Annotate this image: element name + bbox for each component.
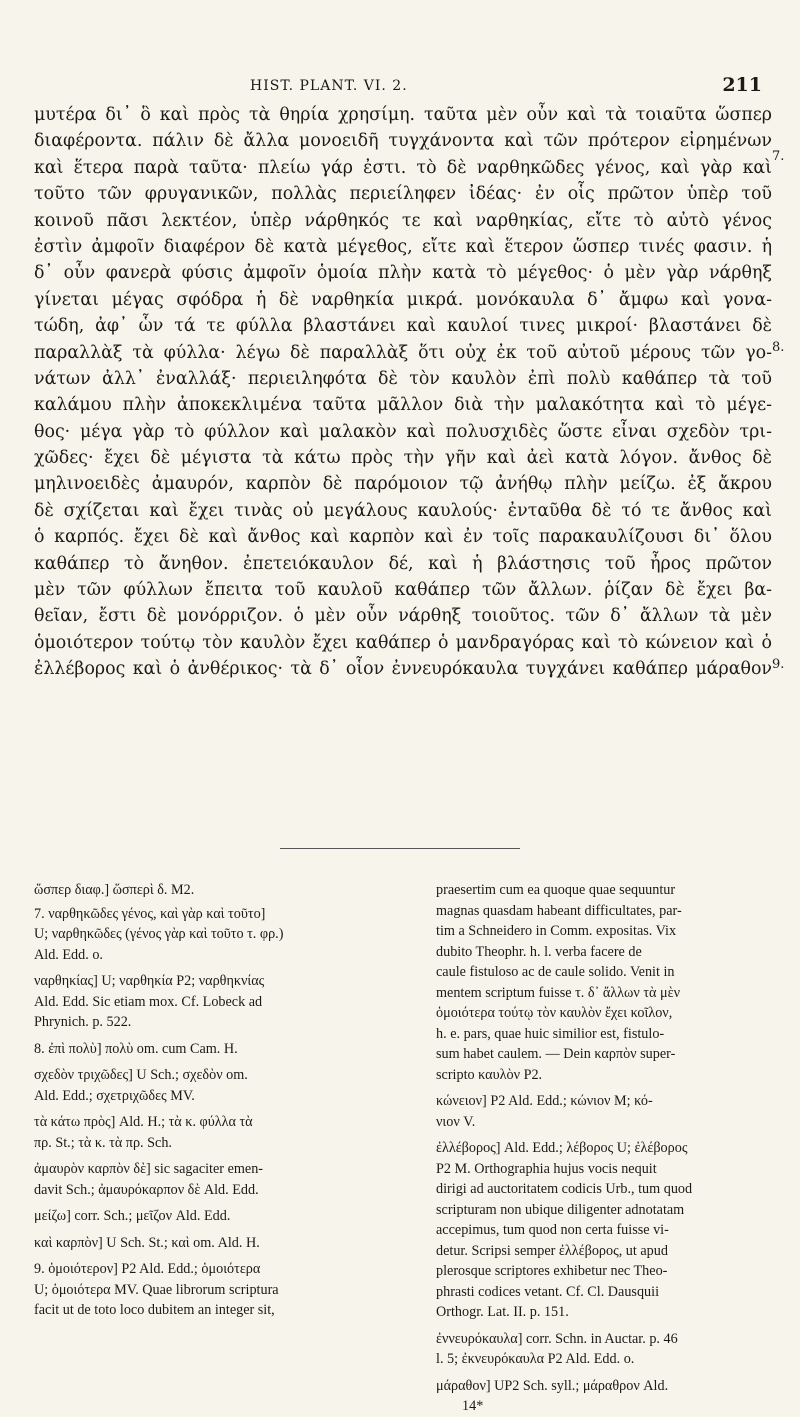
text-line: παραλλὰξ τὰ φύλλα· λέγω δὲ παραλλὰξ ὅτι οὐχ ἐκ τοῦ αὐτοῦ μέρους τῶν γο-	[34, 342, 772, 363]
note-line: πρ. St.; τὰ κ. τὰ πρ. Sch.	[34, 1134, 172, 1151]
running-head: HIST. PLANT. VI. 2.	[250, 78, 408, 94]
note-line: davit Sch.; ἀμαυρόκαρπον δὲ Ald. Edd.	[34, 1181, 259, 1198]
note-line: ἐλλέβορος] Ald. Edd.; λέβορος U; ἐλέβορος	[436, 1140, 688, 1156]
note-line: καὶ καρπὸν] U Sch. St.; καὶ om. Ald. H.	[34, 1234, 260, 1251]
note-line: 8. ἐπὶ πολὺ] πολὺ om. cum Cam. H.	[34, 1040, 238, 1057]
note-line: P2 M. Orthographia hujus vocis nequit	[436, 1160, 657, 1177]
note-line: sum habet caulem. — Dein καρπὸν super-	[436, 1046, 676, 1062]
critical-notes-right-column	[436, 880, 772, 1417]
text-line: τοῦτο τῶν φρυγανικῶν, πολλὰς περιείληφεν ἰδέας· ἐν οἷς πρῶτον ὑπὲρ τοῦ	[34, 184, 772, 205]
text-line: δὲ σχίζεται καὶ ἔχει τινὰς οὐ μεγάλους καυλούς· ἐνταῦθα δὲ τό τε ἄνθος καὶ	[34, 500, 772, 521]
text-line: θεῖαν, ἔστι δὲ μονόρριζον. ὁ μὲν οὖν νάρθηξ τοιοῦτος. τῶν δ᾽ ἄλλων τὰ μὲν	[34, 606, 772, 627]
note-line: 9. ὁμοιότερον] P2 Ald. Edd.; ὁμοιότερα	[34, 1261, 261, 1277]
note-line: U; ναρθηκῶδες (γένος γὰρ καὶ τοῦτο τ. φρ.)	[34, 926, 284, 942]
footnote-divider	[280, 848, 520, 849]
note-line: scripto καυλὸν P2.	[436, 1066, 543, 1083]
main-text-block	[34, 102, 772, 683]
note-line: σχεδὸν τριχῶδες] U Sch.; σχεδὸν om.	[34, 1067, 248, 1083]
note-line: mentem scriptum fuisse τ. δ᾽ ἄλλων τὰ μὲν	[436, 984, 680, 1001]
text-line: ἐλλέβορος καὶ ὁ ἀνθέρικος· τὰ δ᾽ οἷον ἐννευρόκαυλα τυγχάνει καθάπερ μάραθον	[34, 659, 772, 680]
note-line: Ald. Edd.; σχετριχῶδες MV.	[34, 1087, 195, 1104]
signature-mark: 14*	[462, 1398, 484, 1414]
text-line: θος· μέγα γὰρ τὸ φύλλον καὶ μαλακὸν καὶ πολυσχιδὲς ὥστε εἶναι σχεδὸν τρι-	[34, 421, 772, 442]
text-line: τώδη, ἀφ᾽ ὧν τά τε φύλλα βλαστάνει καὶ καυλοί τινες μικροί· βλαστάνει δὲ	[34, 316, 772, 337]
note-line: Ald. Edd. Sic etiam mox. Cf. Lobeck ad	[34, 993, 263, 1010]
note-line: caule fistuloso ac de caule solido. Venit in	[436, 964, 675, 980]
text-line: ὁ καρπός. ἔχει δὲ καὶ ἄνθος καὶ καρπὸν καὶ ἐν τοῖς παρακαυλίζουσι δι᾽ ὅλου	[34, 527, 772, 548]
note-line: praesertim cum ea quoque quae sequuntur	[436, 882, 676, 898]
critical-notes-left-column	[34, 880, 416, 1321]
note-line: 7. ναρθηκῶδες γένος, καὶ γὰρ καὶ τοῦτο]	[34, 905, 266, 922]
note-line: dirigi ad auctoritatem codicis Urb., tum quod	[436, 1181, 693, 1197]
note-line: ἀμαυρὸν καρπὸν δὲ] sic sagaciter emen-	[34, 1161, 264, 1177]
text-line: μυτέρα δι᾽ ὃ καὶ πρὸς τὰ θηρία χρησίμη. ταῦτα μὲν οὖν καὶ τὰ τοιαῦτα ὥσπερ	[34, 105, 772, 125]
note-line: U; ὁμοιότερα MV. Quae librorum scriptura	[34, 1281, 279, 1298]
note-line: μάραθον] UP2 Sch. syll.; μάραθρον Ald.	[436, 1377, 669, 1394]
note-line: l. 5; ἐκνευρόκαυλα P2 Ald. Edd. o.	[436, 1351, 635, 1367]
text-line: διαφέροντα. πάλιν δὲ ἄλλα μονοειδῆ τυγχάνοντα καὶ τῶν πρότερον εἰρημένων	[34, 131, 772, 152]
note-line: ἐννευρόκαυλα] corr. Schn. in Auctar. p. 46	[436, 1330, 678, 1347]
note-line: Orthogr. Lat. II. p. 151.	[436, 1304, 569, 1320]
note-line: ναρθηκίας] U; ναρθηκία P2; ναρθηκνίας	[34, 973, 265, 989]
note-line: facit ut de toto loco dubitem an integer sit,	[34, 1302, 275, 1318]
text-line: μηλινοειδὲς ἀμαυρόν, καρπὸν δὲ παρόμοιον τῷ ἀνήθῳ πλὴν μείζω. ἐξ ἄκρου	[34, 474, 772, 495]
note-line: accepimus, tum quod non certa fuisse vi-	[436, 1222, 669, 1238]
text-line: καθάπερ τὸ ἄνηθον. ἐπετειόκαυλον δέ, καὶ ἡ βλάστησις τοῦ ἦρος πρῶτον	[34, 553, 772, 574]
page-header	[250, 76, 762, 102]
note-line: plerosque scriptores exhibetur nec Theo-	[436, 1263, 668, 1279]
text-line: μὲν τῶν φύλλων ἔπειτα τοῦ καυλοῦ καθάπερ τῶν ἄλλων. ῥίζαν δὲ ἔχει βα-	[34, 580, 772, 601]
text-line: ἐστὶν ἀμφοῖν διαφέρον δὲ κατὰ μέγεθος, εἴτε καὶ ἕτερον ὥσπερ τινές φασιν. ἡ	[34, 236, 772, 257]
note-line: scripturam non ubique diligenter adnotatam	[436, 1201, 685, 1218]
text-line: νάτων ἀλλ᾽ ἐναλλάξ· περιειληφότα δὲ τὸν καυλὸν ἐπὶ πολὺ καθάπερ τὰ τοῦ	[34, 368, 772, 389]
note-line: ὁμοιότερα τούτῳ τὸν καυλὸν ἔχει κοῖλον,	[436, 1005, 673, 1021]
page-number: 211	[722, 74, 762, 96]
text-line: χῶδες· ἔχει δὲ μέγιστα τὰ κάτω πρὸς τὴν γῆν καὶ ἀεὶ κατὰ λόγον. ἄνθος δὲ	[34, 448, 772, 469]
text-line: καὶ ἕτερα παρὰ ταῦτα· πλείω γάρ ἐστι. τὸ δὲ ναρθηκῶδες γένος, καὶ γὰρ καὶ	[34, 157, 772, 178]
note-line: detur. Scripsi semper ἐλλέβορος, ut apud	[436, 1242, 668, 1259]
note-line: dubito Theophr. h. l. verba facere de	[436, 943, 642, 960]
text-line: καλάμου πλὴν ἀποκεκλιμένα ταῦτα μᾶλλον διὰ τὴν μαλακότητα καὶ τὸ μέγε-	[34, 395, 772, 416]
section-number-8: 8.	[772, 340, 785, 355]
note-line: τὰ κάτω πρὸς] Ald. H.; τὰ κ. φύλλα τὰ	[34, 1114, 253, 1130]
note-line: κώνειον] P2 Ald. Edd.; κώνιον M; κό-	[436, 1093, 653, 1109]
note-line: ὥσπερ διαφ.] ὥσπερὶ δ. M2.	[34, 882, 195, 898]
text-line: κοινοῦ πᾶσι λεκτέον, ὑπὲρ νάρθηκός τε καὶ ναρθηκίας, εἴτε τὸ αὐτὸ γένος	[34, 210, 772, 231]
note-line: phrasti codices vetant. Cf. Cl. Dausquii	[436, 1283, 660, 1300]
text-line: γίνεται μέγας σφόδρα ἡ δὲ ναρθηκία μικρά. μονόκαυλα δ᾽ ἄμφω καὶ γονα-	[34, 289, 772, 310]
note-line: μείζω] corr. Sch.; μεῖζον Ald. Edd.	[34, 1208, 231, 1224]
note-line: νιον V.	[436, 1113, 476, 1130]
note-line: h. e. pars, quae huic similior est, fistulo-	[436, 1025, 665, 1042]
section-number-7: 7.	[772, 149, 785, 164]
note-line: Ald. Edd. o.	[34, 946, 103, 963]
text-line: ὁμοιότερον τούτῳ τὸν καυλὸν ἔχει καθάπερ ὁ μανδραγόρας καὶ τὸ κώνειον καὶ ὁ	[34, 632, 772, 653]
note-line: tim a Schneidero in Comm. expositas. Vix	[436, 923, 677, 939]
note-line: magnas quasdam habeant difficultates, par-	[436, 902, 682, 919]
text-line: δ᾽ οὖν φανερὰ φύσις ἀμφοῖν ὁμοία πλὴν κατὰ τὸ μέγεθος· ὁ μὲν γὰρ νάρθηξ	[34, 263, 772, 284]
section-number-9: 9.	[772, 657, 785, 672]
note-line: Phrynich. p. 522.	[34, 1014, 132, 1030]
